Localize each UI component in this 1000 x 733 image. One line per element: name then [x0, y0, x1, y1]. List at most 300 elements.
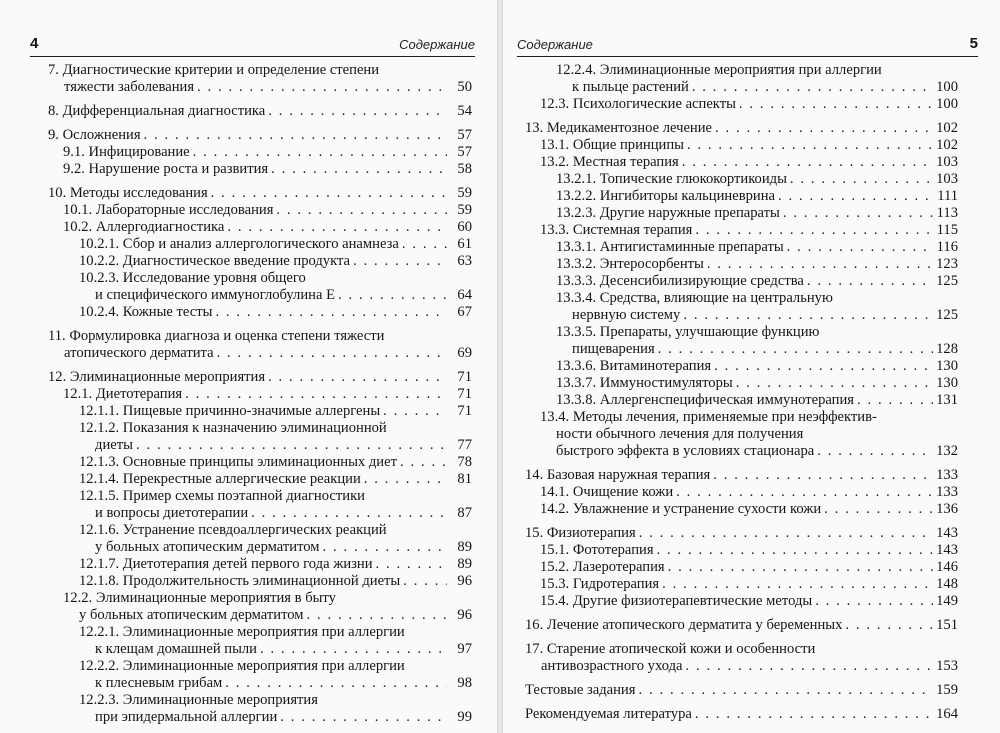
dot-leader: [217, 345, 447, 362]
toc-entry-line: [556, 375, 958, 392]
right-page-number: 5: [969, 35, 978, 52]
dot-leader: [715, 120, 933, 137]
toc-entry-title: 9. Осложнения: [48, 127, 141, 143]
dot-leader: [662, 576, 933, 593]
dot-leader: [790, 171, 933, 188]
toc-entry-line: [79, 539, 472, 556]
toc-page-number: 151: [936, 617, 958, 633]
dot-leader: [638, 682, 933, 699]
toc-page-number: 63: [457, 253, 472, 269]
toc-page-number: 71: [457, 403, 472, 419]
toc-entry-title: 13.3.1. Антигистаминные препараты: [556, 239, 784, 255]
toc-entry-line: [540, 576, 958, 593]
toc-entry-title: 15.1. Фототерапия: [540, 542, 654, 558]
toc-entry-title: 14. Базовая наружная терапия: [525, 467, 711, 483]
toc-entry-line: [48, 62, 472, 79]
toc-entry-line: [79, 624, 472, 641]
toc-entry-title: 16. Лечение атопического дерматита у беременных: [525, 617, 843, 633]
toc-entry-line: [525, 120, 958, 137]
toc-page-number: 60: [457, 219, 472, 235]
dot-leader: [403, 573, 447, 590]
toc-entry-line: [48, 345, 472, 362]
toc-entry-line: [63, 607, 472, 624]
right-toc: [525, 62, 958, 723]
dot-leader: [676, 484, 933, 501]
toc-entry[interactable]: [48, 471, 472, 488]
toc-entry-title: к клещам домашней пыли: [95, 641, 257, 657]
toc-entry-title: 13.1. Общие принципы: [540, 137, 684, 153]
dot-leader: [271, 161, 447, 178]
toc-entry-title: 12.2.4. Элиминационные мероприятия при аллергии: [556, 62, 882, 78]
toc-page-number: 99: [457, 709, 472, 725]
dot-leader: [227, 219, 447, 236]
toc-entry-title: 12.3. Психологические аспекты: [540, 96, 736, 112]
toc-entry[interactable]: [48, 270, 472, 304]
toc-entry[interactable]: [48, 403, 472, 420]
toc-entry-line: [540, 559, 958, 576]
dot-leader: [824, 501, 933, 518]
toc-page-number: 133: [936, 467, 958, 483]
toc-entry-title: 10.2.3. Исследование уровня общего: [79, 270, 306, 286]
toc-page-number: 59: [457, 185, 472, 201]
toc-page-number: 153: [936, 658, 958, 674]
toc-entry-title: 12.2.1. Элиминационные мероприятия при аллергии: [79, 624, 405, 640]
toc-page-number: 81: [457, 471, 472, 487]
dot-leader: [695, 222, 933, 239]
toc-entry-line: [79, 556, 472, 573]
dot-leader: [260, 641, 447, 658]
toc-page-number: 164: [936, 706, 958, 722]
toc-page-number: 125: [936, 273, 958, 289]
dot-leader: [251, 505, 447, 522]
dot-leader: [739, 96, 933, 113]
toc-entry-title: 12.1.2. Показания к назначению элиминационной: [79, 420, 387, 436]
toc-entry-line: [63, 161, 472, 178]
dot-leader: [402, 236, 447, 253]
toc-entry[interactable]: [48, 127, 472, 144]
toc-entry[interactable]: [48, 236, 472, 253]
toc-entry-line: [63, 386, 472, 403]
toc-entry[interactable]: [525, 205, 958, 222]
toc-entry-line: [556, 358, 958, 375]
toc-entry[interactable]: [525, 392, 958, 409]
toc-entry-title: Тестовые задания: [525, 682, 636, 698]
toc-entry-title: 13.2. Местная терапия: [540, 154, 679, 170]
toc-entry-line: [48, 369, 472, 386]
toc-entry-title: быстрого эффекта в условиях стационара: [556, 443, 815, 459]
toc-entry-line: [540, 409, 958, 426]
toc-page-number: 71: [457, 386, 472, 402]
toc-entry-title: атопического дерматита: [64, 345, 214, 361]
toc-entry[interactable]: [525, 682, 958, 699]
toc-entry-line: [556, 273, 958, 290]
toc-entry-title: 10.2.4. Кожные тесты: [79, 304, 213, 320]
toc-entry-line: [63, 590, 472, 607]
toc-entry[interactable]: [525, 256, 958, 273]
toc-entry-title: у больных атопическим дерматитом: [79, 607, 304, 623]
toc-entry-line: [79, 454, 472, 471]
dot-leader: [136, 437, 447, 454]
toc-entry-title: 12.1.3. Основные принципы элиминационных диет: [79, 454, 397, 470]
toc-entry-title: 14.1. Очищение кожи: [540, 484, 674, 500]
toc-page-number: 98: [457, 675, 472, 691]
toc-entry-title: 12.1.1. Пищевые причинно-значимые аллергены: [79, 403, 381, 419]
dot-leader: [185, 386, 447, 403]
toc-page-number: 54: [457, 103, 472, 119]
dot-leader: [383, 403, 447, 420]
toc-entry-line: [525, 641, 958, 658]
toc-entry-line: [556, 290, 958, 307]
dot-leader: [144, 127, 447, 144]
toc-page-number: 115: [936, 222, 958, 238]
right-page: [503, 0, 1000, 733]
toc-entry[interactable]: [48, 161, 472, 178]
toc-page-number: 159: [936, 682, 958, 698]
toc-page-number: 100: [936, 79, 958, 95]
toc-entry-title: 10.1. Лабораторные исследования: [63, 202, 274, 218]
toc-entry-line: [556, 62, 958, 79]
dot-leader: [353, 253, 447, 270]
toc-page-number: 123: [936, 256, 958, 272]
toc-entry-line: [63, 202, 472, 219]
toc-page-number: 132: [936, 443, 958, 459]
toc-entry-line: [540, 593, 958, 610]
right-header-title: Содержание: [517, 37, 593, 52]
toc-entry-line: [525, 706, 958, 723]
dot-leader: [845, 617, 933, 634]
toc-page-number: 64: [457, 287, 472, 303]
left-page-number: 4: [30, 35, 39, 52]
dot-leader: [364, 471, 447, 488]
toc-entry[interactable]: [525, 593, 958, 610]
toc-entry[interactable]: [48, 62, 472, 96]
toc-entry-line: [556, 79, 958, 96]
toc-page-number: 89: [457, 539, 472, 555]
toc-entry-line: [540, 426, 958, 443]
toc-entry-line: [48, 185, 472, 202]
toc-entry-title: 13.3.7. Иммуностимуляторы: [556, 375, 733, 391]
toc-entry-title: 12.1.8. Продолжительность элиминационной диеты: [79, 573, 401, 589]
toc-entry[interactable]: [525, 525, 958, 542]
toc-entry-title: 9.1. Инфицирование: [63, 144, 190, 160]
toc-page-number: 128: [936, 341, 958, 357]
toc-entry-line: [556, 341, 958, 358]
toc-entry-title: к пыльце растений: [572, 79, 689, 95]
dot-leader: [280, 709, 447, 726]
toc-entry-line: [540, 501, 958, 518]
toc-entry[interactable]: [48, 488, 472, 522]
left-page-header: [30, 36, 475, 57]
toc-entry[interactable]: [48, 692, 472, 726]
toc-entry[interactable]: [48, 590, 472, 624]
dot-leader: [268, 369, 447, 386]
toc-entry-line: [79, 471, 472, 488]
toc-page-number: 130: [936, 358, 958, 374]
toc-entry-line: [48, 79, 472, 96]
toc-entry[interactable]: [48, 202, 472, 219]
toc-page-number: 136: [936, 501, 958, 517]
toc-page-number: 131: [936, 392, 958, 408]
toc-page-number: 125: [936, 307, 958, 323]
toc-entry-title: ности обычного лечения для получения: [556, 426, 804, 442]
toc-entry-line: [48, 127, 472, 144]
toc-entry-title: 13.3.4. Средства, влияющие на центральную: [556, 290, 833, 306]
toc-entry-line: [79, 522, 472, 539]
dot-leader: [215, 304, 447, 321]
toc-entry[interactable]: [525, 706, 958, 723]
toc-entry-line: [48, 328, 472, 345]
toc-entry-title: 15.4. Другие физиотерапевтические методы: [540, 593, 813, 609]
toc-entry-title: 12.2.2. Элиминационные мероприятия при аллергии: [79, 658, 405, 674]
toc-entry-line: [540, 137, 958, 154]
toc-entry-line: [556, 171, 958, 188]
toc-page-number: 78: [457, 454, 472, 470]
toc-entry-line: [79, 420, 472, 437]
toc-entry-line: [556, 256, 958, 273]
dot-leader: [276, 202, 447, 219]
toc-entry-title: 13.3.2. Энтеросорбенты: [556, 256, 704, 272]
toc-entry-line: [79, 692, 472, 709]
toc-entry[interactable]: [525, 188, 958, 205]
toc-entry-title: 10. Методы исследования: [48, 185, 208, 201]
toc-page-number: 77: [457, 437, 472, 453]
toc-entry-title: к плесневым грибам: [95, 675, 223, 691]
toc-entry-line: [79, 287, 472, 304]
left-header-title: Содержание: [399, 37, 475, 52]
toc-page-number: 148: [936, 576, 958, 592]
toc-entry[interactable]: [48, 328, 472, 362]
toc-entry[interactable]: [48, 304, 472, 321]
toc-page-number: 50: [457, 79, 472, 95]
toc-entry-line: [540, 222, 958, 239]
toc-entry[interactable]: [525, 62, 958, 96]
toc-entry-line: [556, 392, 958, 409]
toc-entry[interactable]: [48, 103, 472, 120]
toc-entry[interactable]: [48, 420, 472, 454]
dot-leader: [400, 454, 447, 471]
toc-entry[interactable]: [48, 522, 472, 556]
toc-entry-title: 12.1.5. Пример схемы поэтапной диагностики: [79, 488, 365, 504]
toc-entry-line: [79, 505, 472, 522]
toc-entry-title: 17. Старение атопической кожи и особенности: [525, 641, 816, 657]
toc-page-number: 96: [457, 573, 472, 589]
toc-page-number: 89: [457, 556, 472, 572]
toc-entry-title: 10.2. Аллергодиагностика: [63, 219, 225, 235]
toc-entry[interactable]: [525, 290, 958, 324]
toc-page-number: 143: [936, 525, 958, 541]
toc-entry-title: 12.1.6. Устранение псевдоаллергических реакций: [79, 522, 387, 538]
toc-entry[interactable]: [525, 484, 958, 501]
toc-page-number: 59: [457, 202, 472, 218]
toc-entry-line: [540, 154, 958, 171]
toc-page-number: 113: [936, 205, 958, 221]
toc-entry[interactable]: [525, 542, 958, 559]
toc-page-number: 57: [457, 144, 472, 160]
toc-entry-line: [525, 658, 958, 675]
toc-entry-line: [79, 709, 472, 726]
toc-entry-title: 13.2.1. Топические глюкокортикоиды: [556, 171, 787, 187]
toc-page-number: 102: [936, 137, 958, 153]
dot-leader: [639, 525, 933, 542]
toc-entry-title: 14.2. Увлажнение и устранение сухости кожи: [540, 501, 822, 517]
toc-entry-line: [79, 253, 472, 270]
toc-entry-line: [79, 488, 472, 505]
toc-page-number: 67: [457, 304, 472, 320]
dot-leader: [687, 137, 933, 154]
left-toc: [48, 62, 472, 726]
toc-entry[interactable]: [525, 137, 958, 154]
dot-leader: [211, 185, 447, 202]
toc-entry-title: 13.3.3. Десенсибилизирующие средства: [556, 273, 804, 289]
toc-entry[interactable]: [525, 501, 958, 518]
dot-leader: [692, 79, 933, 96]
dot-leader: [714, 358, 933, 375]
toc-entry-title: 9.2. Нарушение роста и развития: [63, 161, 269, 177]
toc-entry-title: 13.3.6. Витаминотерапия: [556, 358, 712, 374]
toc-entry-line: [79, 236, 472, 253]
toc-entry[interactable]: [525, 222, 958, 239]
toc-page-number: 116: [936, 239, 958, 255]
toc-page-number: 103: [936, 154, 958, 170]
dot-leader: [857, 392, 933, 409]
toc-entry-title: и специфического иммуноглобулина Е: [95, 287, 336, 303]
toc-entry[interactable]: [525, 641, 958, 675]
dot-leader: [376, 556, 447, 573]
toc-entry-title: у больных атопическим дерматитом: [95, 539, 320, 555]
toc-entry-title: 13.2.2. Ингибиторы кальциневрина: [556, 188, 775, 204]
toc-entry[interactable]: [48, 386, 472, 403]
toc-entry-title: 13.2.3. Другие наружные препараты: [556, 205, 780, 221]
toc-entry[interactable]: [48, 253, 472, 270]
toc-entry-title: 15. Физиотерапия: [525, 525, 636, 541]
toc-entry-line: [540, 443, 958, 460]
toc-entry-title: тяжести заболевания: [64, 79, 195, 95]
toc-entry-title: диеты: [95, 437, 133, 453]
toc-page-number: 111: [937, 188, 958, 204]
toc-entry[interactable]: [525, 409, 958, 460]
toc-entry-title: 12.2.3. Элиминационные мероприятия: [79, 692, 318, 708]
toc-entry-title: и вопросы диетотерапии: [95, 505, 249, 521]
toc-entry-title: Рекомендуемая литература: [525, 706, 692, 722]
toc-entry[interactable]: [525, 96, 958, 113]
toc-entry[interactable]: [525, 559, 958, 576]
dot-leader: [268, 103, 447, 120]
toc-entry-line: [63, 144, 472, 161]
toc-entry[interactable]: [525, 171, 958, 188]
toc-entry[interactable]: [48, 219, 472, 236]
toc-entry-title: 11. Формулировка диагноза и оценка степени тяжести: [48, 328, 385, 344]
toc-entry[interactable]: [525, 324, 958, 358]
toc-page-number: 97: [457, 641, 472, 657]
toc-page-number: 103: [936, 171, 958, 187]
dot-leader: [778, 188, 933, 205]
toc-entry-title: 10.2.1. Сбор и анализ аллергологического анамнеза: [79, 236, 399, 252]
toc-entry-title: 7. Диагностические критерии и определение степени: [48, 62, 380, 78]
toc-entry-line: [525, 682, 958, 699]
toc-entry-title: нервную систему: [572, 307, 681, 323]
toc-entry[interactable]: [525, 467, 958, 484]
dot-leader: [193, 144, 447, 161]
toc-page-number: 146: [936, 559, 958, 575]
toc-entry[interactable]: [525, 358, 958, 375]
dot-leader: [307, 607, 447, 624]
toc-entry[interactable]: [525, 239, 958, 256]
toc-entry[interactable]: [48, 144, 472, 161]
right-page-header: [517, 36, 978, 57]
toc-entry-title: 13.3. Системная терапия: [540, 222, 693, 238]
toc-entry-title: 13.3.8. Аллергенспецифическая иммунотерапия: [556, 392, 855, 408]
toc-entry-line: [525, 617, 958, 634]
toc-entry[interactable]: [48, 556, 472, 573]
toc-page-number: 61: [457, 236, 472, 252]
toc-entry-title: 12.1.7. Диетотерапия детей первого года жизни: [79, 556, 373, 572]
toc-entry-line: [556, 205, 958, 222]
toc-page-number: 133: [936, 484, 958, 500]
toc-entry[interactable]: [48, 369, 472, 386]
toc-page-number: 71: [457, 369, 472, 385]
toc-entry-line: [48, 103, 472, 120]
toc-page-number: 143: [936, 542, 958, 558]
toc-entry-line: [79, 403, 472, 420]
toc-entry-line: [556, 188, 958, 205]
dot-leader: [683, 307, 933, 324]
toc-entry[interactable]: [48, 185, 472, 202]
toc-entry-line: [79, 658, 472, 675]
dot-leader: [736, 375, 933, 392]
toc-entry[interactable]: [48, 624, 472, 658]
toc-entry[interactable]: [525, 617, 958, 634]
toc-page-number: 87: [457, 505, 472, 521]
toc-entry-title: 15.2. Лазеротерапия: [540, 559, 665, 575]
toc-page-number: 149: [936, 593, 958, 609]
toc-entry[interactable]: [525, 576, 958, 593]
dot-leader: [225, 675, 447, 692]
toc-entry[interactable]: [525, 154, 958, 171]
toc-entry[interactable]: [525, 120, 958, 137]
dot-leader: [658, 341, 933, 358]
toc-entry-title: 13.3.5. Препараты, улучшающие функцию: [556, 324, 820, 340]
toc-entry[interactable]: [525, 375, 958, 392]
toc-entry[interactable]: [525, 273, 958, 290]
dot-leader: [686, 658, 934, 675]
toc-entry-title: антивозрастного ухода: [541, 658, 683, 674]
toc-entry-title: 13.4. Методы лечения, применяемые при неэффектив-: [540, 409, 877, 425]
toc-entry-line: [79, 675, 472, 692]
dot-leader: [682, 154, 933, 171]
toc-entry-line: [525, 467, 958, 484]
toc-entry-title: 12. Элиминационные мероприятия: [48, 369, 266, 385]
toc-entry-line: [556, 239, 958, 256]
dot-leader: [668, 559, 933, 576]
toc-entry-line: [79, 304, 472, 321]
dot-leader: [338, 287, 447, 304]
toc-entry[interactable]: [48, 573, 472, 590]
toc-entry-line: [79, 270, 472, 287]
dot-leader: [807, 273, 933, 290]
toc-entry-line: [540, 96, 958, 113]
toc-entry-title: пищеварения: [572, 341, 655, 357]
dot-leader: [197, 79, 447, 96]
dot-leader: [707, 256, 933, 273]
dot-leader: [657, 542, 933, 559]
toc-entry[interactable]: [48, 658, 472, 692]
toc-page-number: 130: [936, 375, 958, 391]
dot-leader: [713, 467, 933, 484]
toc-entry-title: 12.2. Элиминационные мероприятия в быту: [63, 590, 336, 606]
toc-page-number: 102: [936, 120, 958, 136]
toc-entry-line: [540, 484, 958, 501]
toc-entry[interactable]: [48, 454, 472, 471]
